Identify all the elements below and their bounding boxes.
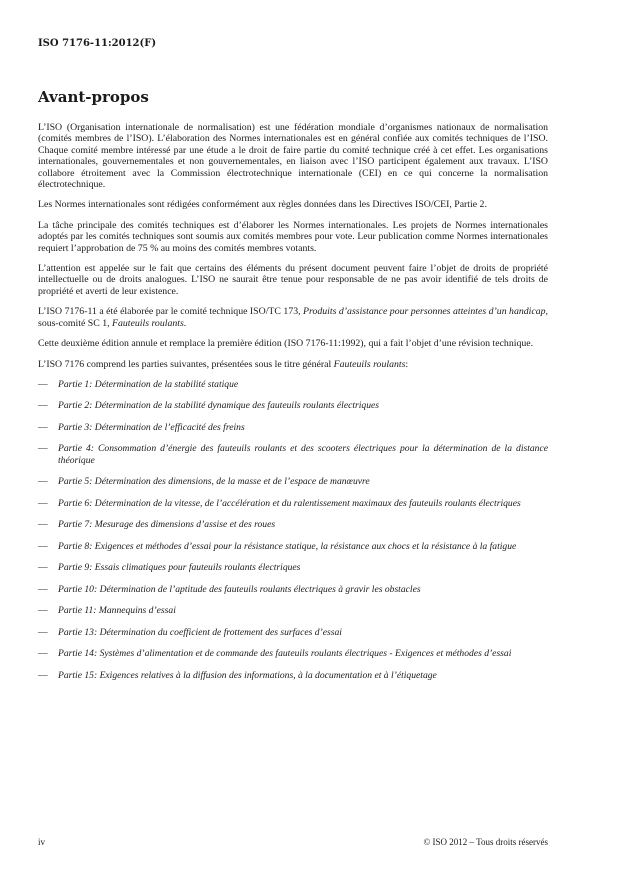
text-run-italic: Produits d’assistance pour personnes atteintes d’un handicap [303, 306, 546, 318]
dash-bullet: — [38, 626, 48, 638]
document-id: ISO 7176-11:2012(F) [38, 38, 157, 49]
list-item [38, 584, 548, 595]
text-run: , sous-comité SC 1, [38, 306, 548, 329]
parts-list [38, 379, 548, 681]
dash-bullet: — [38, 476, 48, 488]
list-item-text: Partie 7: Mesurage des dimensions d’assise et des roues [58, 519, 276, 531]
list-item-text: Partie 15: Exigences relatives à la diffusion des informations, à la documentation et à l’étiquetage [58, 669, 437, 681]
paragraph-patent-rights: L’attention est appelée sur le fait que certains des éléments du présent document peuvent faire l’objet de droits de propriété intellectuelle ou de droits analogues. L’ISO ne saurait être tenue pour responsable de ne pas avoir identifié de tels droits de propriété et averti de leur existence. [38, 263, 548, 297]
dash-bullet: — [38, 443, 48, 455]
list-item [38, 422, 548, 433]
document-body [38, 122, 548, 691]
list-item [38, 562, 548, 573]
text-run: : [405, 358, 409, 370]
paragraph-committee-origin [38, 306, 548, 329]
document-page [38, 0, 548, 876]
copyright-notice: © ISO 2012 – Tous droits réservés [423, 837, 548, 847]
list-item-text: Partie 9: Essais climatiques pour fauteuils roulants électriques [58, 562, 301, 574]
list-item [38, 476, 548, 487]
list-item [38, 379, 548, 390]
paragraph-iso-intro: L’ISO (Organisation internationale de normalisation) est une fédération mondiale d’organismes nationaux de normalisation (comités membres de l’ISO). L’élaboration des Normes internationales est en général confiée aux comités techniques de l’ISO. Chaque comité membre intéressé par une étude a le droit de faire partie du comité technique créé à cet effet. Les organisations internationales, gouvernementales et non gouvernementales, en liaison avec l’ISO participent également aux travaux. L’ISO collabore étroitement avec la Commission électrotechnique internationale (CEI) en ce qui concerne la normalisation électrotechnique. [38, 122, 548, 191]
dash-bullet: — [38, 648, 48, 660]
paragraph-technical-committees: La tâche principale des comités techniques est d’élaborer les Normes internationales. Les projets de Normes internationales adoptés par les comités techniques sont soumis aux comités membres pour vote. Leur publication comme Normes internationales requiert l’approbation de 75 % au moins des comités membres votants. [38, 219, 548, 254]
dash-bullet: — [38, 519, 48, 531]
list-item-text: Partie 8: Exigences et méthodes d’essai pour la résistance statique, la résistance aux chocs et la résistance à la fatigue [58, 540, 517, 552]
list-item [38, 541, 548, 552]
list-item-text: Partie 5: Détermination des dimensions, de la masse et de l’espace de manœuvre [58, 476, 370, 488]
page-title: Avant-propos [38, 88, 149, 106]
list-item-text: Partie 10: Détermination de l’aptitude des fauteuils roulants électriques à gravir les obstacles [58, 583, 421, 595]
list-item [38, 648, 548, 659]
dash-bullet: — [38, 562, 48, 574]
list-item [38, 519, 548, 530]
list-item-text: Partie 3: Détermination de l’efficacité des freins [58, 421, 245, 433]
paragraph-directives: Les Normes internationales sont rédigées conformément aux règles données dans les Directives ISO/CEI, Partie 2. [38, 199, 487, 211]
dash-bullet: — [38, 378, 48, 390]
paragraph-edition: Cette deuxième édition annule et remplace la première édition (ISO 7176-11:1992), qui a fait l’objet d’une révision technique. [38, 338, 534, 350]
list-item-text: Partie 1: Détermination de la stabilité statique [58, 378, 239, 390]
list-item [38, 670, 548, 681]
list-item-text: Partie 4: Consommation d’énergie des fauteuils roulants et des scooters électriques pour la détermination de la distance théorique [58, 443, 548, 466]
page-number: iv [38, 837, 46, 847]
text-run-italic: Fauteuils roulants [333, 358, 406, 370]
dash-bullet: — [38, 669, 48, 681]
dash-bullet: — [38, 605, 48, 617]
list-item [38, 400, 548, 411]
paragraph-parts-intro [38, 359, 548, 370]
text-run-italic: Fauteuils roulants [112, 317, 184, 329]
list-item [38, 443, 548, 465]
list-item-text: Partie 2: Détermination de la stabilité dynamique des fauteuils roulants électriques [58, 400, 379, 412]
text-run: L’ISO 7176 comprend les parties suivantes, présentées sous le titre général [38, 358, 334, 370]
list-item [38, 498, 548, 509]
dash-bullet: — [38, 540, 48, 552]
list-item-text: Partie 14: Systèmes d’alimentation et de commande des fauteuils roulants électriques - Exigences et méthodes d’essai [58, 648, 512, 660]
list-item [38, 627, 548, 638]
list-item [38, 605, 548, 616]
dash-bullet: — [38, 497, 48, 509]
list-item-text: Partie 11: Mannequins d’essai [58, 605, 176, 617]
text-run: L’ISO 7176-11 a été élaborée par le comité technique ISO/TC 173, [38, 306, 304, 318]
list-item-text: Partie 6: Détermination de la vitesse, de l’accélération et du ralentissement maximaux des fauteuils roulants électriques [58, 497, 521, 509]
text-run: . [183, 317, 187, 329]
list-item-text: Partie 13: Détermination du coefficient de frottement des surfaces d’essai [58, 626, 342, 638]
dash-bullet: — [38, 400, 48, 412]
dash-bullet: — [38, 583, 48, 595]
dash-bullet: — [38, 421, 48, 433]
